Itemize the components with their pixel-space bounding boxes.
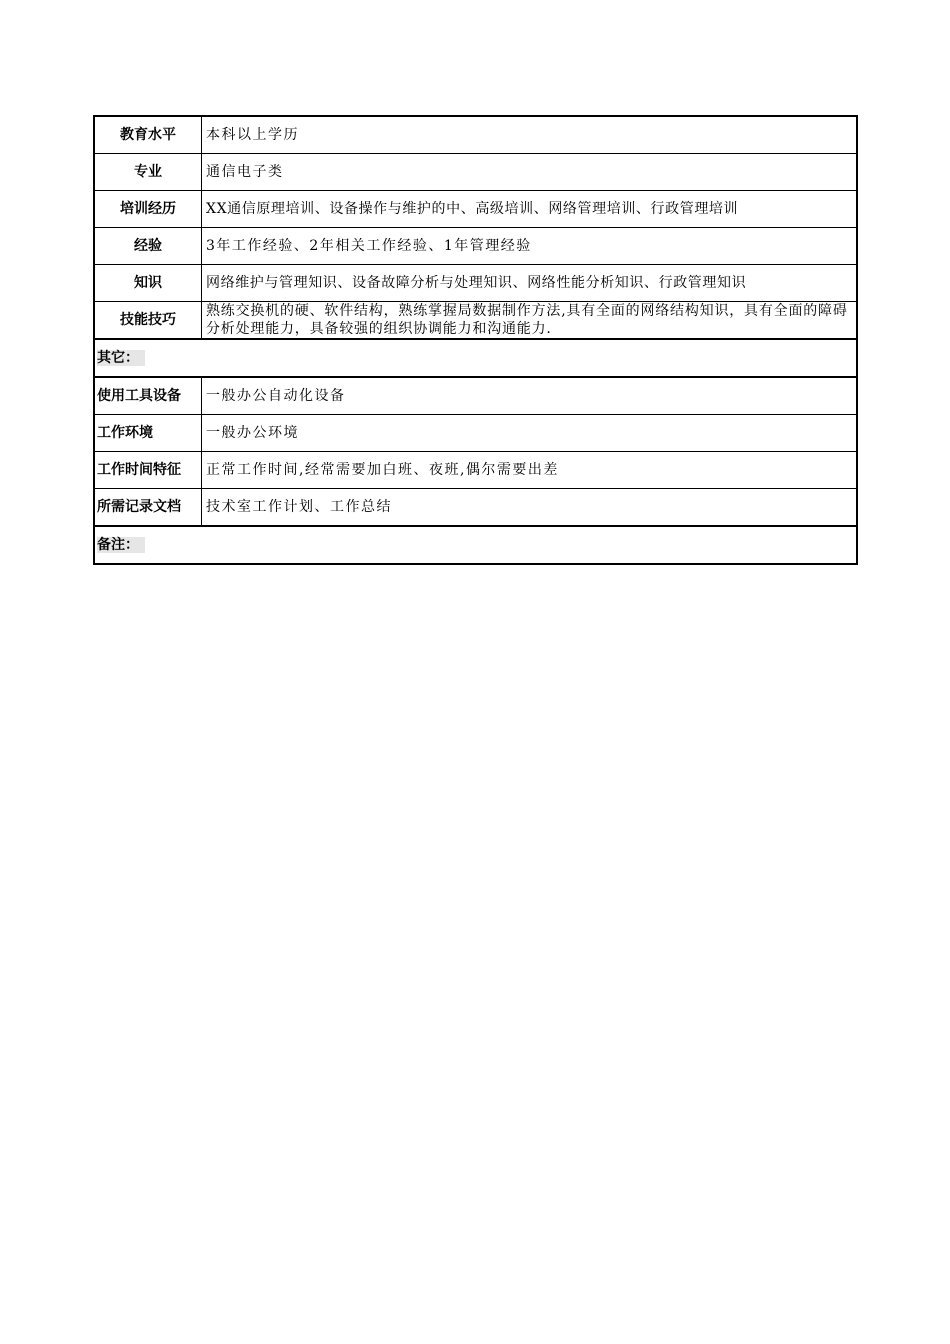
tools-label: 使用工具设备 [94,377,202,415]
table-row [94,265,857,302]
table-row [94,154,857,191]
skills-label: 技能技巧 [94,302,202,340]
environment-value: 一般办公环境 [202,415,858,452]
education-value: 本科以上学历 [202,116,858,154]
skills-value: 熟练交换机的硬、软件结构，熟练掌握局数据制作方法,具有全面的网络结构知识，具有全面的障碍分析处理能力，具备较强的组织协调能力和沟通能力. [202,302,858,340]
table-row [94,302,857,340]
documents-value: 技术室工作计划、工作总结 [202,489,858,527]
major-label: 专业 [94,154,202,191]
work-time-label: 工作时间特征 [94,452,202,489]
table-row [94,116,857,154]
table-row [94,228,857,265]
knowledge-value: 网络维护与管理知识、设备故障分析与处理知识、网络性能分析知识、行政管理知识 [202,265,858,302]
environment-label: 工作环境 [94,415,202,452]
work-time-value: 正常工作时间,经常需要加白班、夜班,偶尔需要出差 [202,452,858,489]
table-row [94,415,857,452]
training-label: 培训经历 [94,191,202,228]
other-section-header [94,339,857,377]
table-row [94,452,857,489]
education-label: 教育水平 [94,116,202,154]
major-value: 通信电子类 [202,154,858,191]
table-row [94,526,857,564]
knowledge-label: 知识 [94,265,202,302]
training-value: XX通信原理培训、设备操作与维护的中、高级培训、网络管理培训、行政管理培训 [202,191,858,228]
remarks-section-label: 备注： [97,537,145,553]
remarks-section-header [94,526,857,564]
table-row [94,377,857,415]
job-requirements-table [93,115,858,565]
tools-value: 一般办公自动化设备 [202,377,858,415]
table-row [94,339,857,377]
table-row [94,191,857,228]
table-row [94,489,857,527]
experience-value: 3年工作经验、2年相关工作经验、1年管理经验 [202,228,858,265]
documents-label: 所需记录文档 [94,489,202,527]
experience-label: 经验 [94,228,202,265]
other-section-label: 其它： [97,350,145,366]
